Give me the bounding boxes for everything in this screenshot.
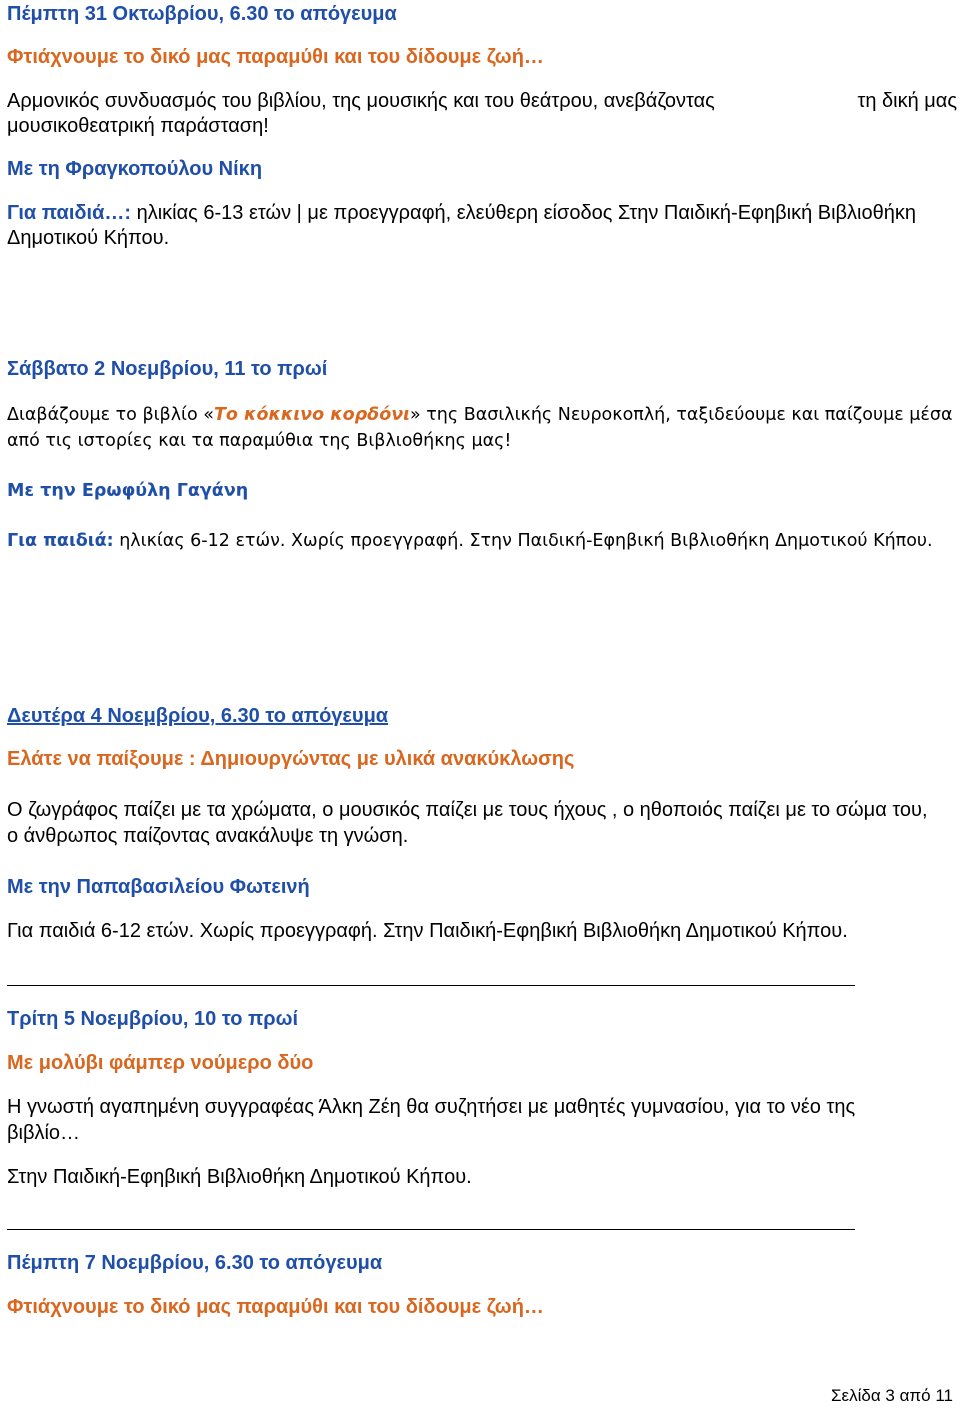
event-description-line xyxy=(7,89,957,113)
audience-text: ηλικίας 6-12 ετών. Χωρίς προεγγραφή. Στην Παιδική-Εφηβική Βιβλιοθήκη Δημοτικού Κήπου. xyxy=(113,531,933,551)
event-audience xyxy=(7,529,933,553)
event-description-line: Η γνωστή αγαπημένη συγγραφέας Άλκη Ζέη θα συζητήσει με μαθητές γυμνασίου, για το νέο της xyxy=(7,1096,856,1118)
event-title: Φτιάχνουμε το δικό μας παραμύθι και του δίδουμε ζωή… xyxy=(7,46,544,68)
event-description-line: μουσικοθεατρική παράσταση! xyxy=(7,115,269,137)
event-title: Με μολύβι φάμπερ νούμερο δύο xyxy=(7,1052,314,1074)
event-audience xyxy=(7,201,916,225)
audience-text: ηλικίας 6-13 ετών | με προεγγραφή, ελεύθερη είσοδος Στην Παιδική-Εφηβική Βιβλιοθήκη xyxy=(131,202,916,224)
description-prefix: Διαβάζουμε το βιβλίο « xyxy=(7,405,214,425)
event-description-left: Αρμονικός συνδυασμός του βιβλίου, της μουσικής και του θεάτρου, ανεβάζοντας xyxy=(7,90,715,112)
event-title: Φτιάχνουμε το δικό μας παραμύθι και του δίδουμε ζωή… xyxy=(7,1296,544,1318)
event-audience: Για παιδιά 6-12 ετών. Χωρίς προεγγραφή. Στην Παιδική-Εφηβική Βιβλιοθήκη Δημοτικού Κήπου. xyxy=(7,920,848,942)
event-date: Πέμπτη 7 Νοεμβρίου, 6.30 το απόγευμα xyxy=(7,1252,383,1274)
event-description-line: από τις ιστορίες και τα παραμύθια της Βιβλιοθήκης μας! xyxy=(7,431,512,451)
event-description-right: τη δική μας xyxy=(857,90,957,112)
event-description-line: ο άνθρωπος παίζοντας ανακάλυψε τη γνώση. xyxy=(7,825,409,847)
event-host: Με τη Φραγκοπούλου Νίκη xyxy=(7,158,263,180)
event-title: Ελάτε να παίξουμε : Δημιουργώντας με υλικά ανακύκλωσης xyxy=(7,748,575,770)
audience-label: Για παιδιά…: xyxy=(7,202,132,224)
event-description-line: Ο ζωγράφος παίζει με τα χρώματα, ο μουσικός παίζει με τους ήχους , ο ηθοποιός παίζει με το σώμα του, xyxy=(7,799,928,821)
separator-line xyxy=(7,985,855,986)
separator-line xyxy=(7,1229,855,1230)
event-host: Με την Ερωφύλη Γαγάνη xyxy=(7,481,249,501)
event-date: Δευτέρα 4 Νοεμβρίου, 6.30 το απόγευμα xyxy=(7,705,389,727)
event-date: Σάββατο 2 Νοεμβρίου, 11 το πρωί xyxy=(7,358,328,380)
audience-label: Για παιδιά: xyxy=(7,531,114,551)
event-host: Με την Παπαβασιλείου Φωτεινή xyxy=(7,876,310,898)
page-number: Σελίδα 3 από 11 xyxy=(831,1386,953,1405)
event-audience-line: Δημοτικού Κήπου. xyxy=(7,227,170,249)
description-suffix: » της Βασιλικής Νευροκοπλή, ταξιδεύουμε και παίζουμε μέσα xyxy=(409,405,953,425)
event-description-line: βιβλίο… xyxy=(7,1122,81,1144)
event-venue: Στην Παιδική-Εφηβική Βιβλιοθήκη Δημοτικού Κήπου. xyxy=(7,1166,472,1188)
book-title: Το κόκκινο κορδόνι xyxy=(213,405,410,425)
event-date: Πέμπτη 31 Οκτωβρίου, 6.30 το απόγευμα xyxy=(7,3,397,25)
event-description-line xyxy=(7,403,952,427)
event-date: Τρίτη 5 Νοεμβρίου, 10 το πρωί xyxy=(7,1008,299,1030)
